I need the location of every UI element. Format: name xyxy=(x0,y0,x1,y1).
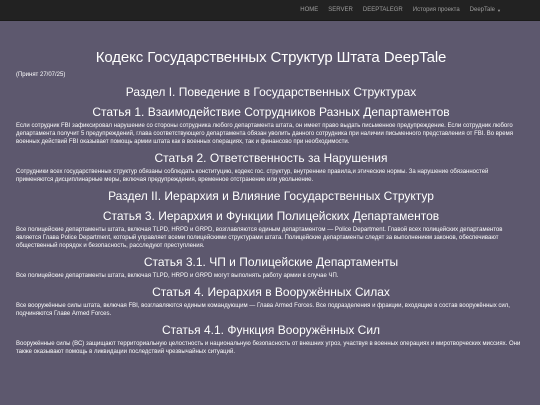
accepted-date: (Принят 27/07/25) xyxy=(16,72,66,78)
caret-down-icon: ▼ xyxy=(497,7,501,13)
nav-server-link[interactable]: SERVER xyxy=(328,6,353,13)
page-title: Кодекс Государственных Структур Штата DeepTale xyxy=(95,49,447,66)
document-content xyxy=(16,48,526,358)
section-1-heading: Раздел I. Поведение в Государственных Структурах xyxy=(125,85,417,99)
article-4-text: Все вооружённые силы штата, включая FBI, возглавляются единым командующим — Глава Armed Forces. Все подразделения и фракции, входящие в состав вооружённых сил, подчиняются Главе Armed Forces. xyxy=(16,303,510,317)
article-2-heading: Статья 2. Ответственность за Нарушения xyxy=(154,151,388,165)
article-1-text: Если сотрудник FBI зафиксировал нарушение со стороны сотрудника любого департамента штата, он имеет право выдать письменное предупреждение. Если сотрудник любого департамента получит 5 предупреждений, глава соответствующего департамента обязан уволить данного сотрудника при наличии письменного представления от FBI. Во время военных действий FBI оказывает помощь армии штата как в военных операциях, так и финансово при необходимости. xyxy=(16,123,513,145)
nav-deeptale-dropdown[interactable] xyxy=(465,0,506,21)
article-3-text: Все полицейские департаменты штата, включая TLPD, HRPD и GRPD, возглавляются единым департаментом — Police Department. Главой всех полицейских департаментов является Глава Police Department, который управляет всеми полицейскими структурами штата. Полицейские департаменты следят за выполнением законов, обеспечивают общественный порядок и безопасность, расследуют преступления. xyxy=(16,227,503,249)
article-3-1-text: Все полицейские департаменты штата, включая TLPD, HRPD и GRPD могут выполнять работу армии в случае ЧП. xyxy=(16,273,339,279)
article-4-heading: Статья 4. Иерархия в Вооружённых Силах xyxy=(152,285,390,299)
nav-home-link[interactable]: HOME xyxy=(300,6,319,13)
article-3-heading: Статья 3. Иерархия и Функции Полицейских Департаментов xyxy=(102,209,440,223)
article-2-text: Сотрудники всех государственных структур обязаны соблюдать конституцию, кодекс гос. структур, внутренние правила,и этические нормы. За нарушение обязанностей применяются дисциплинарные меры, включая предупреждения, временное отстранение или увольнение. xyxy=(16,169,489,183)
article-1-heading: Статья 1. Взаимодействие Сотрудников Разных Департаментов xyxy=(92,105,450,119)
nav-deeptale-label: DeepTale xyxy=(469,6,496,13)
nav-history-link[interactable]: История проекта xyxy=(412,6,460,13)
article-4-1-text: Вооружённые силы (ВС) защищают территориальную целостность и национальную безопасность от внешних угроз, участвуя в военных операциях и миротворческих миссиях. Они также оказывают помощь в ликвидации последствий чрезвычайных ситуаций. xyxy=(16,341,521,355)
top-navbar xyxy=(0,0,540,21)
section-2-heading: Раздел II. Иерархия и Влияние Государственных Структур xyxy=(108,189,434,203)
article-3-1-heading: Статья 3.1. ЧП и Полицейские Департаменты xyxy=(143,255,399,269)
nav-deeptalegr-link[interactable]: DEEPTALEGR xyxy=(362,6,403,13)
article-4-1-heading: Статья 4.1. Функция Вооружённых Сил xyxy=(161,323,381,337)
